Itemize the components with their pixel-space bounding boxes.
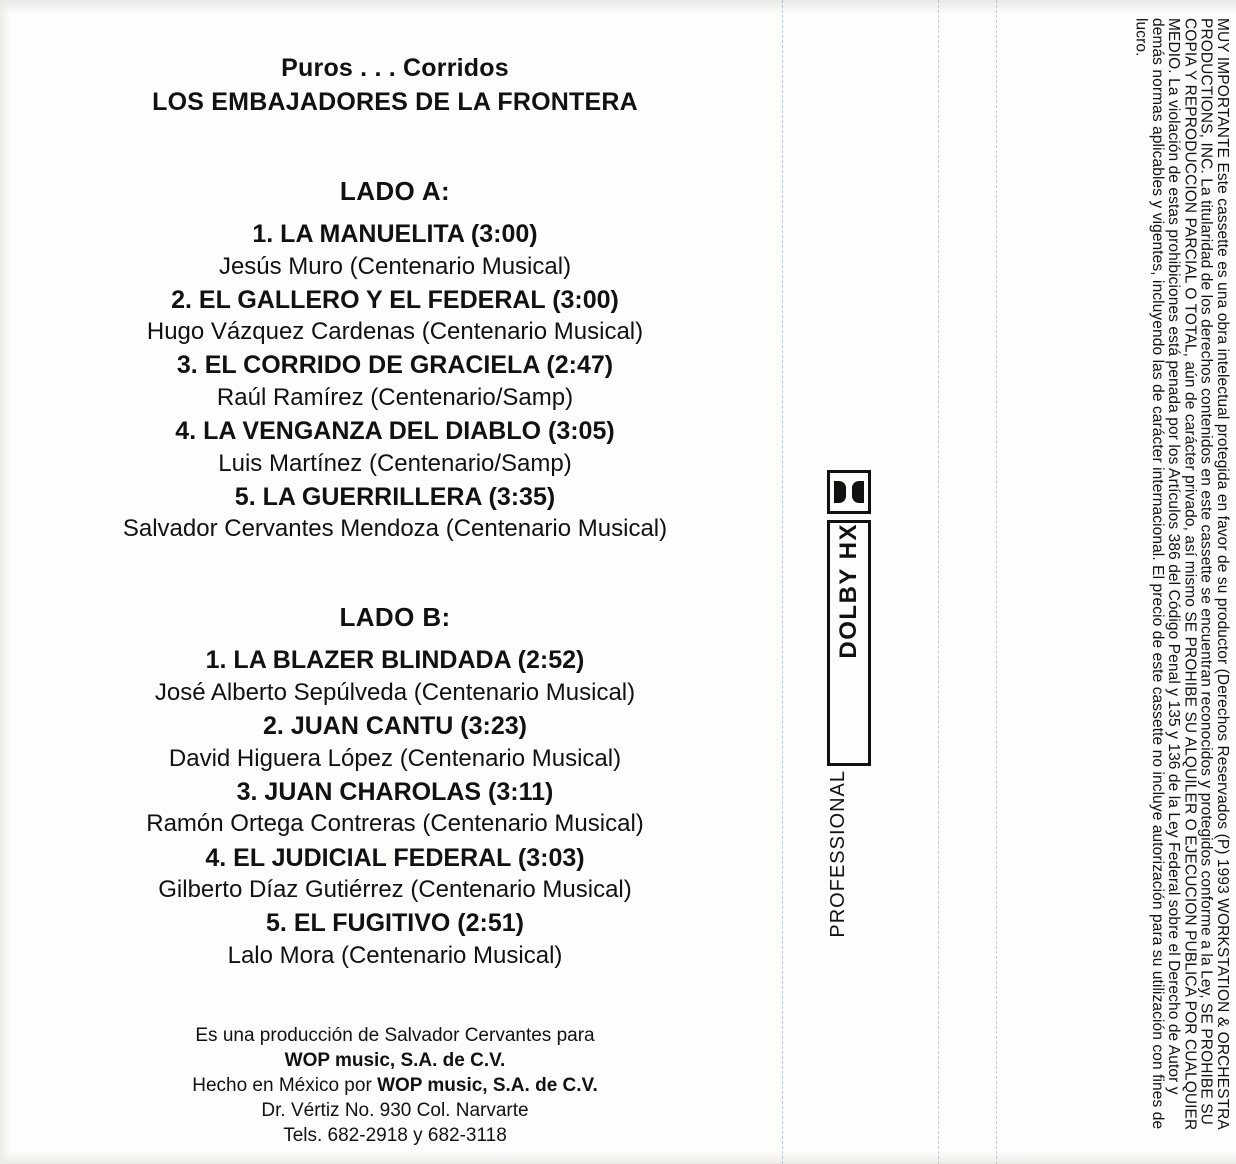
track-title: 1. LA MANUELITA (3:00) xyxy=(252,220,538,248)
album-title: Puros . . . Corridos xyxy=(281,54,509,82)
track-credit: Jesús Muro (Centenario Musical) xyxy=(218,252,572,280)
track-title: 4. LA VENGANZA DEL DIABLO (3:05) xyxy=(175,417,615,446)
production-line: Es una producción de Salvador Cervantes para xyxy=(195,1024,595,1046)
track-credit: Raúl Ramírez (Centenario/Samp) xyxy=(216,383,574,411)
track-title: 4. EL JUDICIAL FEDERAL (3:03) xyxy=(205,843,585,872)
track-credit: David Higuera López (Centenario Musical) xyxy=(168,744,622,772)
legal-notice-text: MUY IMPORTANTE Este cassette es una obra intelectual protegida en favor de su productor (Derechos Reservados (P) 1993 WORKSTATION & ORCHESTRA PRODUCTIONS, INC. La titularidad de los derechos contenidos en este cassette se encuentran reconocidos y protegidos conforme a la Ley, SE PROHIBE SU COPIA Y REPRODUCCION PARCIAL O TOTAL, aún de carácter privado, así mismo SE PROHIBE SU ALQUILER O EJECUCION PUBLICA POR CUALQUIER MEDIO. La violación de estas prohibiciones está penada por los Artículos 386 del Código Penal y 135 y 136 de la Ley Federal sobre el Derecho de Autor y demás normas aplicables y vigentes, incluyendo las de carácter internacional. El precio de este cassette no incluye autorización para su utilización con fines de lucro. xyxy=(1132,18,1231,1131)
track-credit: Gilberto Díaz Gutiérrez (Centenario Musical) xyxy=(158,876,632,903)
track-title: 5. LA GUERRILLERA (3:35) xyxy=(234,482,556,511)
artist-name: LOS EMBAJADORES DE LA FRONTERA xyxy=(152,88,638,116)
label-phone: Tels. 682-2918 y 682-3118 xyxy=(283,1125,507,1147)
track-title: 2. EL GALLERO Y EL FEDERAL (3:00) xyxy=(171,285,619,314)
label-address: Dr. Vértiz No. 930 Col. Narvarte xyxy=(261,1100,529,1122)
dolby-professional-text: PROFESSIONAL xyxy=(827,770,849,938)
track-credit: Lalo Mora (Centenario Musical) xyxy=(227,941,563,969)
track-credit: Ramón Ortega Contreras (Centenario Musical) xyxy=(146,810,644,838)
track-title: 1. LA BLAZER BLINDADA (2:52) xyxy=(205,646,585,675)
track-title: 5. EL FUGITIVO (2:51) xyxy=(266,909,524,938)
manufacture-prefix: Hecho en México por xyxy=(192,1075,378,1097)
dolby-name-text: DOLBY HX xyxy=(835,523,862,659)
track-title: 3. JUAN CHAROLAS (3:11) xyxy=(236,777,554,806)
track-credit: Hugo Vázquez Cardenas (Centenario Musical) xyxy=(146,318,644,346)
side-a-label: LADO A: xyxy=(339,176,451,206)
track-title: 2. JUAN CANTU (3:23) xyxy=(263,712,527,741)
legal-notice-panel xyxy=(984,0,1236,1164)
track-credit: José Alberto Sepúlveda (Centenario Musical) xyxy=(154,678,636,706)
track-credit: Luis Martínez (Centenario/Samp) xyxy=(218,449,572,477)
track-title: 3. EL CORRIDO DE GRACIELA (2:47) xyxy=(176,351,614,380)
track-credit: Salvador Cervantes Mendoza (Centenario Musical) xyxy=(122,515,668,543)
label-company-name: WOP music, S.A. de C.V. xyxy=(284,1049,506,1071)
legal-notice-column xyxy=(110,18,1230,1138)
side-b-label: LADO B: xyxy=(339,602,451,633)
manufacture-company: WOP music, S.A. de C.V. xyxy=(377,1075,598,1097)
